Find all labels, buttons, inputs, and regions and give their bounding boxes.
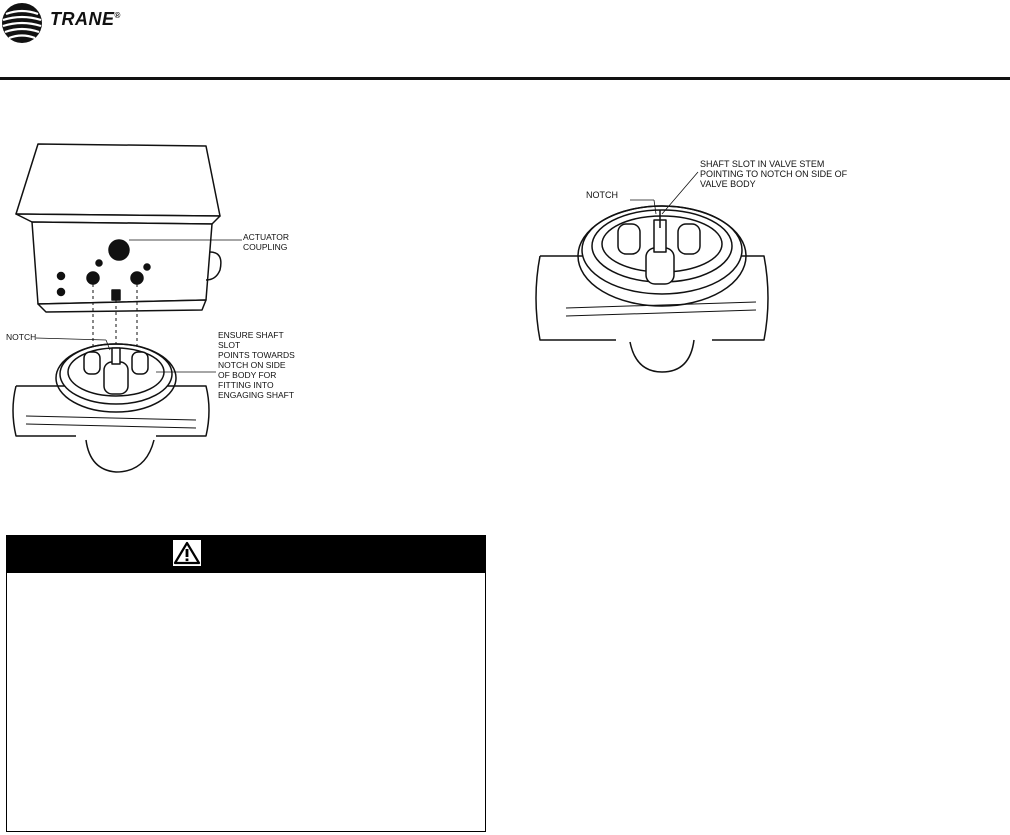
valve-notch-figure <box>526 150 876 380</box>
header-rule <box>0 77 1010 80</box>
warning-header <box>7 536 485 571</box>
warning-body <box>7 571 485 831</box>
label-ensure-shaft-slot: ENSURE SHAFT SLOT POINTS TOWARDS NOTCH ON SIDE OF BODY FOR FITTING INTO ENGAGING SHAFT <box>218 330 295 400</box>
page-header <box>0 0 1010 80</box>
brand-wordmark: TRANE® <box>50 9 121 29</box>
label-notch-right: NOTCH <box>586 190 618 200</box>
warning-triangle-icon <box>173 540 201 566</box>
label-actuator-coupling: ACTUATOR COUPLING <box>243 232 289 252</box>
label-shaft-slot: SHAFT SLOT IN VALVE STEM POINTING TO NOTCH ON SIDE OF VALVE BODY <box>700 159 848 189</box>
actuator-valve-drawing <box>6 140 326 480</box>
actuator-valve-figure <box>6 140 326 480</box>
label-notch: NOTCH <box>6 332 37 342</box>
warning-box <box>6 535 486 832</box>
